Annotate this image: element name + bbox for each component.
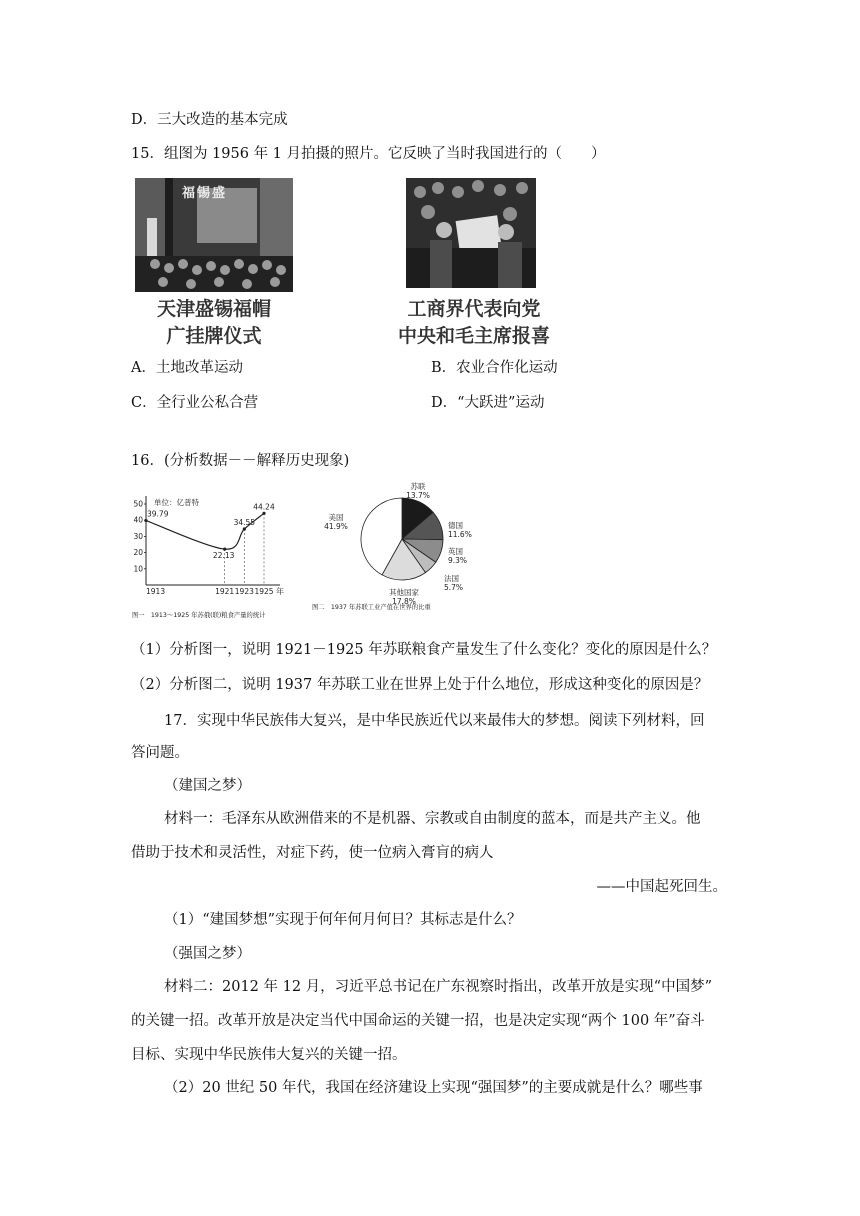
fig2-slice-value: 41.9% [324, 522, 348, 531]
figure2-pie-chart [312, 482, 492, 612]
q15-option-d: D．“大跃进”运动 [431, 395, 545, 411]
q15-stem: 15．组图为 1956 年 1 月拍摄的照片。它反映了当时我国进行的（ ） [131, 146, 606, 162]
fig2-title: 图二 1937 年苏联工业产值在世界的比重 [312, 604, 431, 611]
figure1-line-chart [130, 492, 290, 622]
q16-sub2: （2）分析图二，说明 1937 年苏联工业在世界上处于什么地位，形成这种变化的原因是？ [131, 677, 709, 693]
fig1-title: 图一 1913～1925 年苏俄(联)粮食产量的统计 [132, 612, 266, 619]
photo2-caption-line2: 中央和毛主席报喜 [397, 325, 550, 347]
q15-option-b: B．农业合作化运动 [431, 360, 558, 376]
photo2-caption [386, 296, 562, 350]
fig2-slice-value: 17.8% [392, 597, 416, 606]
fig1-y-tick-label: 20 [133, 548, 143, 558]
q17-stem-line2: 答问题。 [131, 745, 189, 761]
q15-option-a: A．土地改革运动 [131, 360, 243, 376]
q17-material2-line1: 材料二：2012 年 12 月，习近平总书记在广东视察时指出，改革开放是实现“中国梦” [164, 979, 713, 995]
fig1-data-point [243, 527, 246, 530]
q16-sub1: （1）分析图一，说明 1921－1925 年苏联粮食产量发生了什么变化？变化的原因是什么？ [131, 642, 717, 658]
photo-tianjin-shop [135, 178, 293, 292]
q16-stem: 16．(分析数据－－解释历史现象) [131, 453, 350, 469]
fig1-y-tick-label: 30 [133, 531, 143, 541]
fig2-slice-name: 德国 [448, 521, 463, 530]
q17-material1-line1: 材料一：毛泽东从欧洲借来的不是机器、宗教或自由制度的蓝本，而是共产主义。他 [164, 811, 701, 827]
q17-heading-1: （建国之梦） [164, 778, 251, 794]
fig1-data-label: 39.79 [147, 509, 169, 519]
photo-business-report [406, 178, 536, 288]
photo-business-report-image [406, 178, 536, 288]
q17-stem-line1: 17．实现中华民族伟大复兴，是中华民族近代以来最伟大的梦想。阅读下列材料，回 [164, 713, 705, 729]
q15-option-c: C．全行业公私合营 [131, 395, 259, 411]
fig2-slice-value: 5.7% [444, 583, 464, 592]
fig2-slice-name: 英国 [448, 547, 463, 556]
fig2-slice-name: 苏联 [410, 482, 426, 491]
fig1-x-tick-label: 1923 [234, 587, 254, 596]
q17-heading-2: （强国之梦） [164, 946, 251, 962]
fig2-slice-value: 9.3% [448, 556, 468, 565]
fig1-data-point [144, 519, 147, 522]
fig1-unit-label: 单位：亿普特 [154, 498, 199, 507]
fig2-slice-name: 其他国家 [389, 588, 419, 597]
q14-option-d: D．三大改造的基本完成 [131, 112, 288, 128]
photo1-caption-line1: 天津盛锡福帽 [156, 298, 271, 320]
q17-material1-line2: 借助于技术和灵活性，对症下药，使一位病入膏肓的病人 [131, 845, 494, 861]
fig2-slice-value: 13.7% [406, 491, 430, 500]
photo2-caption-line1: 工商界代表向党 [407, 298, 541, 320]
fig1-y-tick-label: 40 [133, 515, 143, 525]
fig1-data-point [262, 512, 265, 515]
fig1-x-axis-suffix: 年 [276, 587, 284, 596]
photo-shop-sign: 福锡盛 [182, 186, 228, 201]
fig1-x-tick-label: 1921 [215, 587, 235, 596]
q17-material2-line3: 目标、实现中华民族伟大复兴的关键一招。 [131, 1047, 407, 1063]
q17-material1-line3: ——中国起死回生。 [596, 879, 727, 895]
fig2-slice-name: 美国 [328, 513, 344, 522]
fig1-data-label: 44.24 [253, 502, 275, 512]
photo1-caption [134, 296, 294, 350]
fig2-slice-value: 11.6% [448, 530, 472, 539]
fig1-y-tick-label: 50 [133, 499, 143, 509]
fig1-x-tick-label: 1913 [146, 587, 166, 596]
fig1-data-label: 34.55 [233, 518, 256, 528]
photo1-caption-line2: 广挂牌仪式 [166, 325, 262, 347]
fig1-x-tick-label: 1925 [254, 587, 274, 596]
q17-sub1: （1）“建国梦想”实现于何年何月何日？其标志是什么？ [164, 912, 522, 928]
fig1-y-tick-label: 10 [133, 564, 143, 574]
fig2-slice-name: 法国 [444, 574, 459, 583]
q17-sub2: （2）20 世纪 50 年代，我国在经济建设上实现“强国梦”的主要成就是什么？哪些事 [164, 1080, 703, 1096]
q17-material2-line2: 的关键一招。改革开放是决定当代中国命运的关键一招，也是决定实现“两个 100 年”奋斗 [131, 1013, 705, 1029]
fig1-data-label: 22.13 [212, 551, 235, 561]
